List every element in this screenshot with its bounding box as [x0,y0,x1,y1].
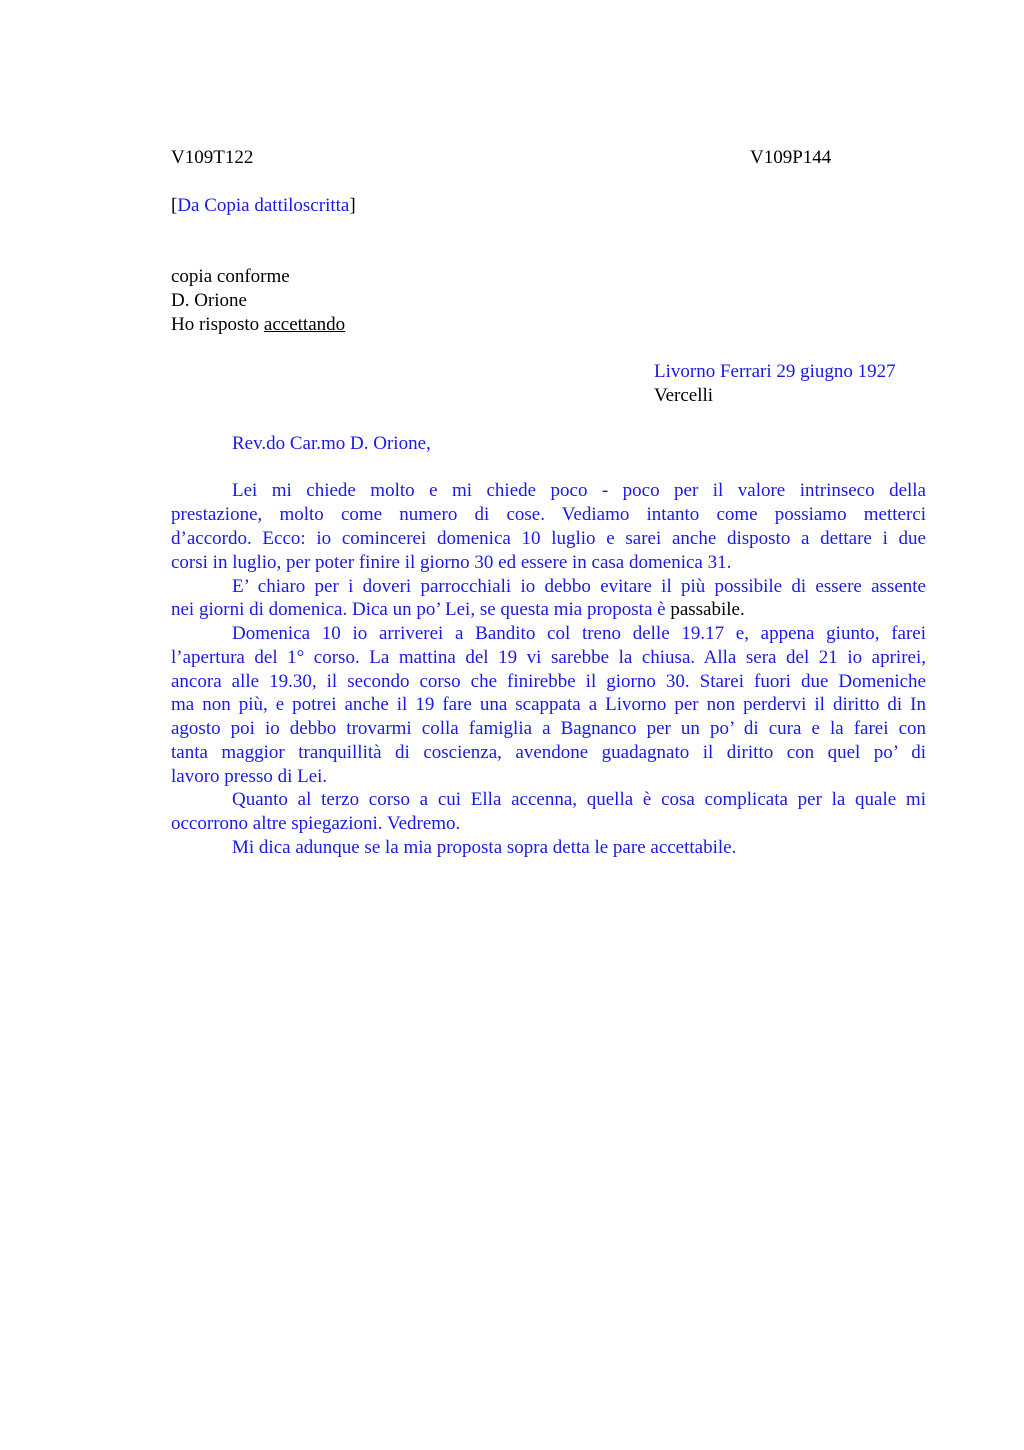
body-paragraph-4-line-1: Quanto al terzo corso a cui Ella accenna, quella è cosa complicata per la quale mi [232,789,926,810]
body-paragraph-2-line-2-blue: nei giorni di domenica. Dica un po’ Lei, se questa mia proposta è [171,599,671,620]
body-paragraph-1-line-4: corsi in luglio, per poter finire il giorno 30 ed essere in casa domenica 31. [171,552,732,573]
source-note [171,194,356,218]
annotation-underlined-word: accettando [263,314,346,335]
recipient-city: Vercelli [654,385,714,406]
body-paragraph-3-line-2: l’apertura del 1° corso. La mattina del 19 vi sarebbe la chiusa. Alla sera del 21 io aprirei, [171,647,926,668]
body-paragraph-3-line-1: Domenica 10 io arriverei a Bandito col treno delle 19.17 e, appena giunto, farei [232,623,926,644]
source-note-open-bracket: [ [171,195,178,216]
body-paragraph-2-line-2 [171,598,745,622]
body-paragraph-3-line-5: agosto poi io debbo trovarmi colla famiglia a Bagnanco per un po’ di cura e la farei con [171,718,926,739]
salutation: Rev.do Car.mo D. Orione, [232,433,431,454]
annotation-line-3 [171,313,345,337]
body-paragraph-3-line-7: lavoro presso di Lei. [171,766,328,787]
body-paragraph-2-line-1: E’ chiaro per i doveri parrocchiali io debbo evitare il più possibile di essere assente [232,576,926,597]
source-note-text: Da Copia dattiloscritta [177,195,350,216]
body-paragraph-4-line-2: occorrono altre spiegazioni. Vedremo. [171,813,461,834]
place-date: Livorno Ferrari 29 giugno 1927 [654,361,896,382]
body-paragraph-2-line-2-black: passabile. [670,599,745,620]
body-paragraph-1-line-3: d’accordo. Ecco: io comincerei domenica 10 luglio e sarei anche disposto a dettare i due [171,528,926,549]
annotation-line-2: D. Orione [171,290,247,311]
body-paragraph-1-line-2: prestazione, molto come numero di cose. Vediamo intanto come possiamo metterci [171,504,926,525]
annotation-line-3-prefix: Ho risposto [171,314,264,335]
body-paragraph-3-line-4: ma non più, e potrei anche il 19 fare una scappata a Livorno per non perdervi il diritto di In [171,694,926,715]
source-note-close-bracket: ] [349,195,356,216]
body-paragraph-5: Mi dica adunque se la mia proposta sopra detta le pare accettabile. [232,837,737,858]
body-paragraph-3-line-6: tanta maggior tranquillità di coscienza, avendone guadagnato il diritto con quel po’ di [171,742,926,763]
document-code-left: V109T122 [171,147,254,168]
document-code-right: V109P144 [750,147,832,168]
body-paragraph-3-line-3: ancora alle 19.30, il secondo corso che finirebbe il giorno 30. Starei fuori due Domeniche [171,671,926,692]
annotation-line-1: copia conforme [171,266,290,287]
body-paragraph-1-line-1: Lei mi chiede molto e mi chiede poco - poco per il valore intrinseco della [232,480,926,501]
